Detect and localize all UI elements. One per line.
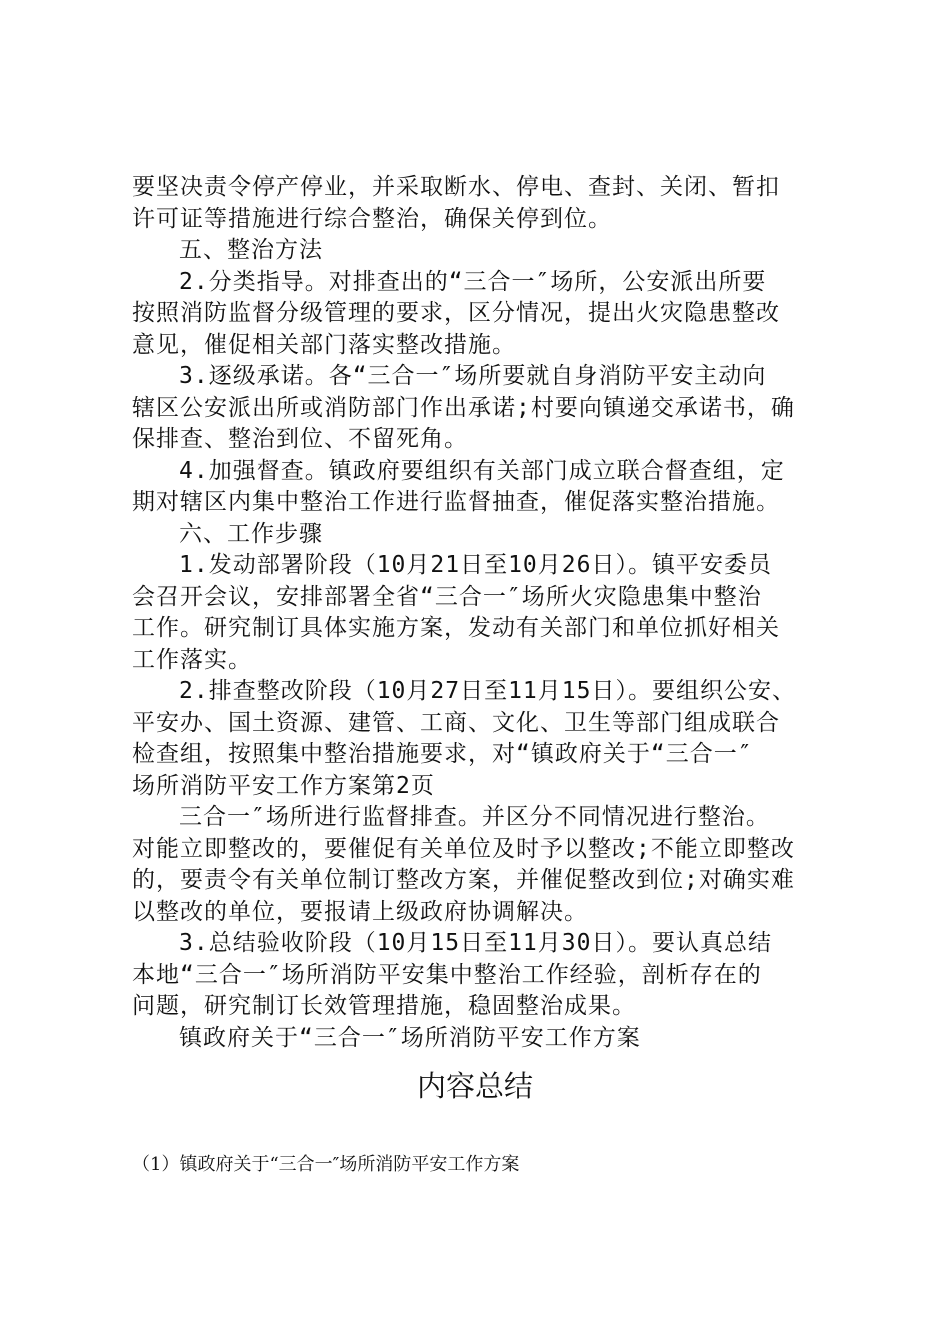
text-line: 以整改的单位，要报请上级政府协调解决。 [132, 898, 588, 925]
text-line: 保排查、整治到位、不留死角。 [132, 426, 468, 452]
text-line: 问题，研究制订长效管理措施，稳固整治成果。 [132, 993, 636, 1019]
summary-title: 内容总结 [416, 1069, 533, 1103]
text-line: 对能立即整改的，要催促有关单位及时予以整改;不能立即整改 [132, 835, 795, 862]
text-line: 六、工作步骤 [179, 520, 323, 547]
text-line: 辖区公安派出所或消防部门作出承诺;村要向镇递交承诺书，确 [132, 394, 795, 421]
text-line: 1.发动部署阶段（10月21日至10月26日）。镇平安委员 [179, 552, 772, 578]
text-line: 的，要责令有关单位制订整改方案，并催促整改到位;对确实难 [132, 867, 795, 893]
text-line: 许可证等措施进行综合整治，确保关停到位。 [132, 205, 612, 232]
document-body [132, 172, 832, 1054]
text-line: 场所消防平安工作方案第2页 [132, 772, 435, 799]
text-line: 镇政府关于“三合一″场所消防平安工作方案 [179, 1024, 641, 1051]
text-line: 期对辖区内集中整治工作进行监督抽查，催促落实整治措施。 [132, 489, 780, 515]
text-line: 3.总结验收阶段（10月15日至11月30日）。要认真总结 [179, 930, 772, 956]
text-line: 会召开会议，安排部署全省“三合一″场所火灾隐患集中整治 [132, 583, 762, 610]
text-line: 4.加强督查。镇政府要组织有关部门成立联合督查组，定 [179, 457, 785, 484]
text-line: 意见，催促相关部门落实整改措施。 [132, 331, 516, 358]
text-line: 工作落实。 [132, 646, 252, 673]
text-line: 2.分类指导。对排查出的“三合一″场所，公安派出所要 [179, 268, 767, 295]
summary-item: （1）镇政府关于“三合一″场所消防平安工作方案 [132, 1154, 520, 1175]
text-line: 2.排查整改阶段（10月27日至11月15日）。要组织公安、 [179, 678, 796, 704]
text-line: 五、整治方法 [179, 237, 323, 263]
text-line: 平安办、国土资源、建管、工商、文化、卫生等部门组成联合 [132, 709, 780, 736]
text-line: 检查组，按照集中整治措施要求，对“镇政府关于“三合一″ [132, 741, 753, 767]
text-line: 三合一″场所进行监督排查。并区分不同情况进行整治。 [179, 804, 770, 830]
text-line: 本地“三合一″场所消防平安集中整治工作经验，剖析存在的 [132, 961, 762, 988]
text-line: 3.逐级承诺。各“三合一″场所要就自身消防平安主动向 [179, 363, 767, 389]
text-line: 要坚决责令停产停业，并采取断水、停电、查封、关闭、暂扣 [132, 174, 780, 200]
text-line: 工作。研究制订具体实施方案，发动有关部门和单位抓好相关 [132, 615, 780, 641]
text-line: 按照消防监督分级管理的要求，区分情况，提出火灾隐患整改 [132, 300, 780, 326]
